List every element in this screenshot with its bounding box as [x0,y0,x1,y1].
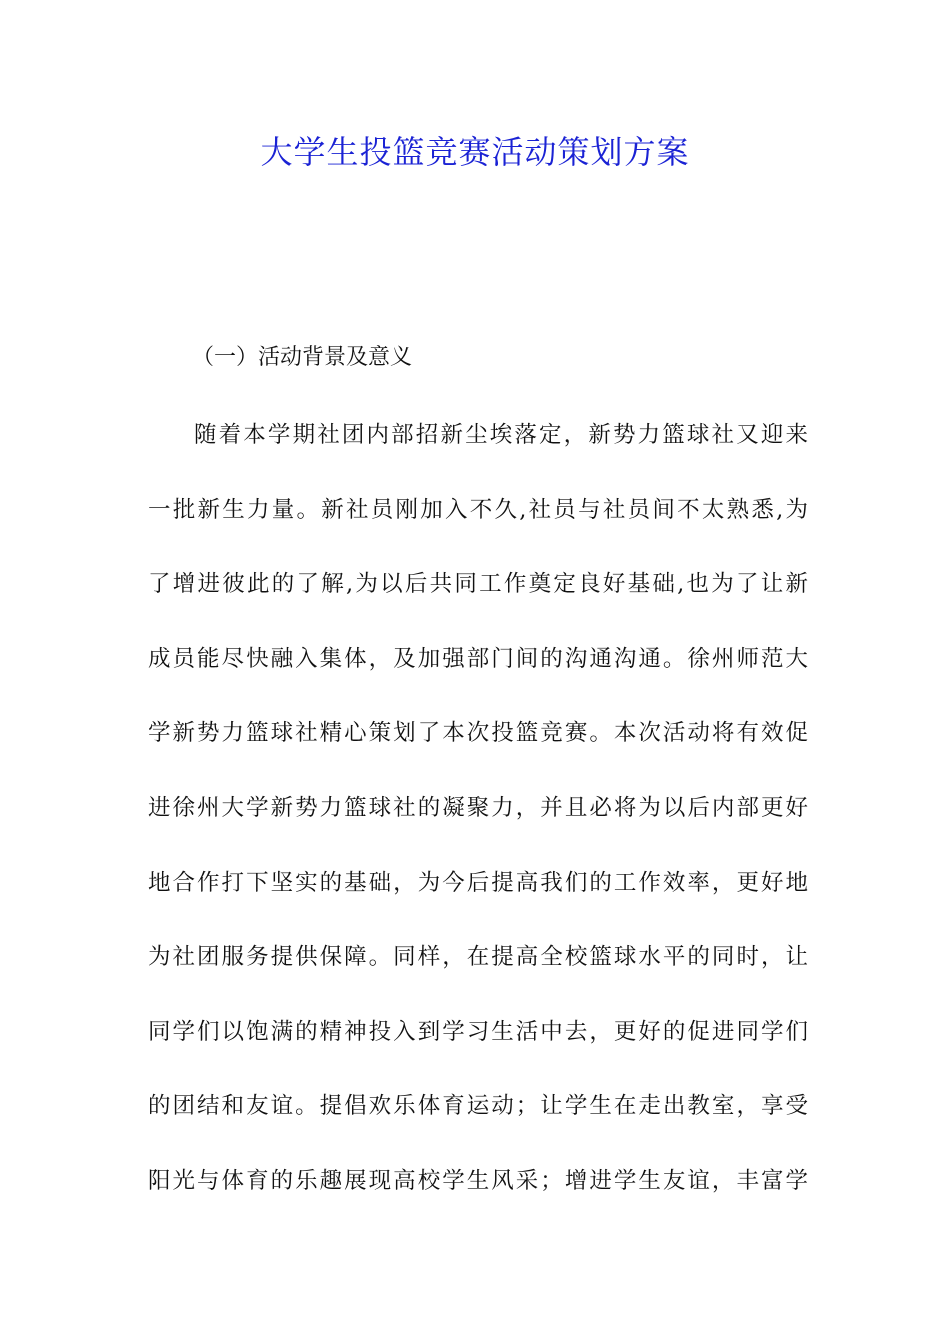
paragraph-line: 随着本学期社团内部招新尘埃落定，新势力篮球社又迎来 [194,422,808,448]
paragraph-line: 学新势力篮球社精心策划了本次投篮竞赛。本次活动将有效促 [148,720,808,747]
paragraph-line: 同学们以饱满的精神投入到学习生活中去，更好的促进同学们 [148,1018,808,1045]
document-title: 大学生投篮竞赛活动策划方案 [260,133,690,171]
paragraph-line: 进徐州大学新势力篮球社的凝聚力，并且必将为以后内部更好 [148,794,808,821]
paragraph-line: 地合作打下坚实的基础，为今后提高我们的工作效率，更好地 [148,869,808,896]
paragraph-line: 为社团服务提供保障。同样，在提高全校篮球水平的同时，让 [148,944,808,971]
paragraph-line: 一批新生力量。新社员刚加入不久,社员与社员间不太熟悉,为 [148,496,808,523]
paragraph-body [148,416,808,1237]
section-heading: （一）活动背景及意义 [192,345,413,370]
paragraph-line: 了增进彼此的了解,为以后共同工作奠定良好基础,也为了让新 [148,571,808,598]
paragraph-line: 的团结和友谊。提倡欢乐体育运动；让学生在走出教室，享受 [148,1093,808,1120]
paragraph-line: 阳光与体育的乐趣展现高校学生风采；增进学生友谊，丰富学 [148,1167,808,1194]
paragraph-line: 成员能尽快融入集体，及加强部门间的沟通沟通。徐州师范大 [148,645,808,672]
